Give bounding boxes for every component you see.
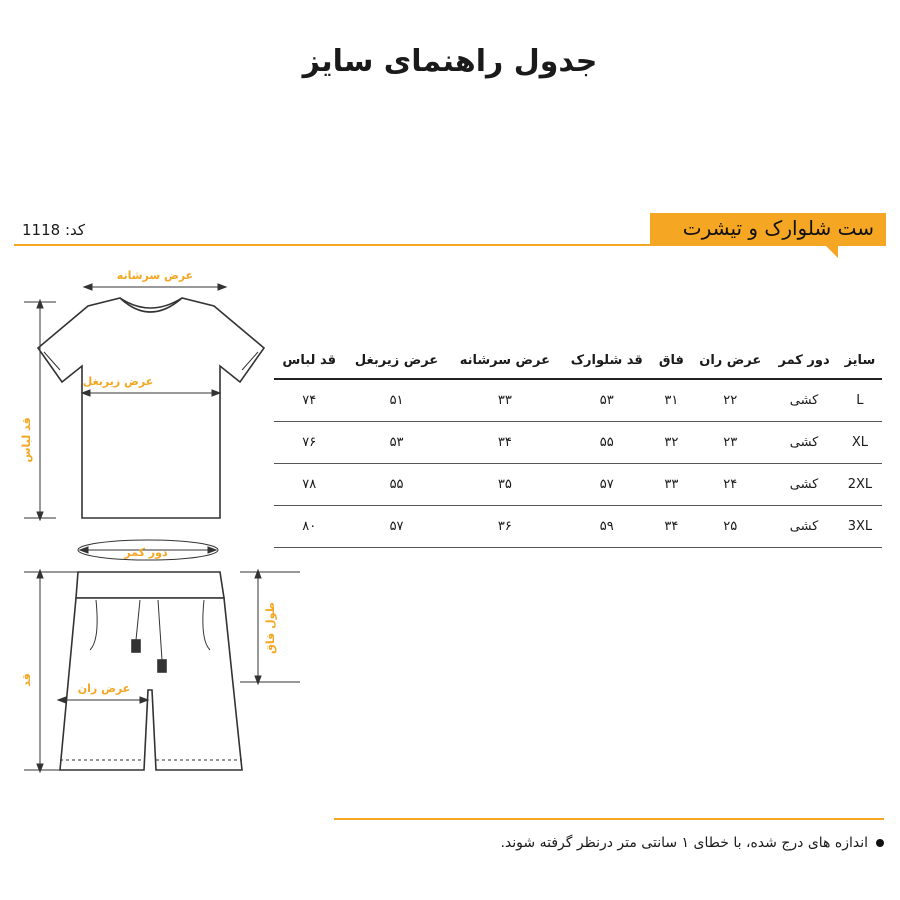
table-cell: ۵۱ (344, 379, 448, 421)
table-cell: 3XL (838, 505, 882, 547)
table-cell: ۲۲ (690, 379, 770, 421)
table-cell: ۸۰ (274, 505, 344, 547)
header-rise: فاق (653, 343, 691, 379)
table-cell: ۳۶ (449, 505, 561, 547)
waist-label: دور کمر (124, 546, 168, 559)
header-shorts-length: قد شلوارک (561, 343, 652, 379)
footer-note-text: اندازه های درج شده، با خطای ۱ سانتی متر درنظر گرفته شوند. (500, 835, 868, 851)
table-cell: کشی (770, 505, 838, 547)
header-chest: عرض زیربغل (344, 343, 448, 379)
product-name-banner: ست شلوارک و تیشرت (650, 213, 886, 246)
table-cell: ۳۵ (449, 463, 561, 505)
table-cell: ۷۶ (274, 421, 344, 463)
table-cell: ۳۱ (653, 379, 691, 421)
table-header-row (274, 343, 882, 379)
table-cell: ۵۹ (561, 505, 652, 547)
header-size: سایز (838, 343, 882, 379)
header-waist: دور کمر (770, 343, 838, 379)
table-row (274, 421, 882, 463)
table-cell: ۳۳ (653, 463, 691, 505)
table-cell: ۵۷ (561, 463, 652, 505)
shoulder-width-label: عرض سرشانه (116, 269, 194, 282)
table-cell: ۲۴ (690, 463, 770, 505)
table-row (274, 463, 882, 505)
table-cell: ۳۳ (449, 379, 561, 421)
bullet-icon (876, 839, 884, 847)
table-cell: ۳۲ (653, 421, 691, 463)
thigh-width-label: عرض ران (77, 682, 131, 695)
shirt-length-dimension (24, 300, 56, 520)
table-cell: ۵۵ (344, 463, 448, 505)
table-cell: L (838, 379, 882, 421)
table-cell: ۲۵ (690, 505, 770, 547)
table-cell: ۲۳ (690, 421, 770, 463)
table-cell: ۵۷ (344, 505, 448, 547)
chest-width-label: عرض زیربغل (82, 375, 154, 388)
table-cell: کشی (770, 421, 838, 463)
rise-label: طول فاق (264, 602, 277, 654)
shorts-length-label: قد (20, 673, 33, 687)
header-shirt-length: قد لباس (274, 343, 344, 379)
product-code-value: 1118 (22, 221, 61, 239)
table-cell: ۵۳ (561, 379, 652, 421)
shorts-illustration (60, 540, 242, 770)
table-cell: 2XL (838, 463, 882, 505)
table-cell: ۷۸ (274, 463, 344, 505)
table-row (274, 505, 882, 547)
product-code-label: کد: (64, 221, 86, 239)
shirt-length-label: قد لباس (20, 417, 33, 463)
page-title: جدول راهنمای سایز (302, 44, 598, 79)
table-cell: ۳۴ (449, 421, 561, 463)
table-cell: کشی (770, 463, 838, 505)
table-cell: XL (838, 421, 882, 463)
table-cell: ۳۴ (653, 505, 691, 547)
table-cell: ۵۵ (561, 421, 652, 463)
shoulder-width-dimension (84, 284, 226, 290)
table-cell: ۷۴ (274, 379, 344, 421)
header-thigh: عرض ران (690, 343, 770, 379)
tshirt-illustration (38, 298, 264, 518)
size-table (274, 343, 882, 548)
table-cell: ۵۳ (344, 421, 448, 463)
table-row (274, 379, 882, 421)
header-shoulder: عرض سرشانه (449, 343, 561, 379)
footer-divider (334, 818, 884, 820)
footer-note (500, 835, 884, 851)
table-cell: کشی (770, 379, 838, 421)
